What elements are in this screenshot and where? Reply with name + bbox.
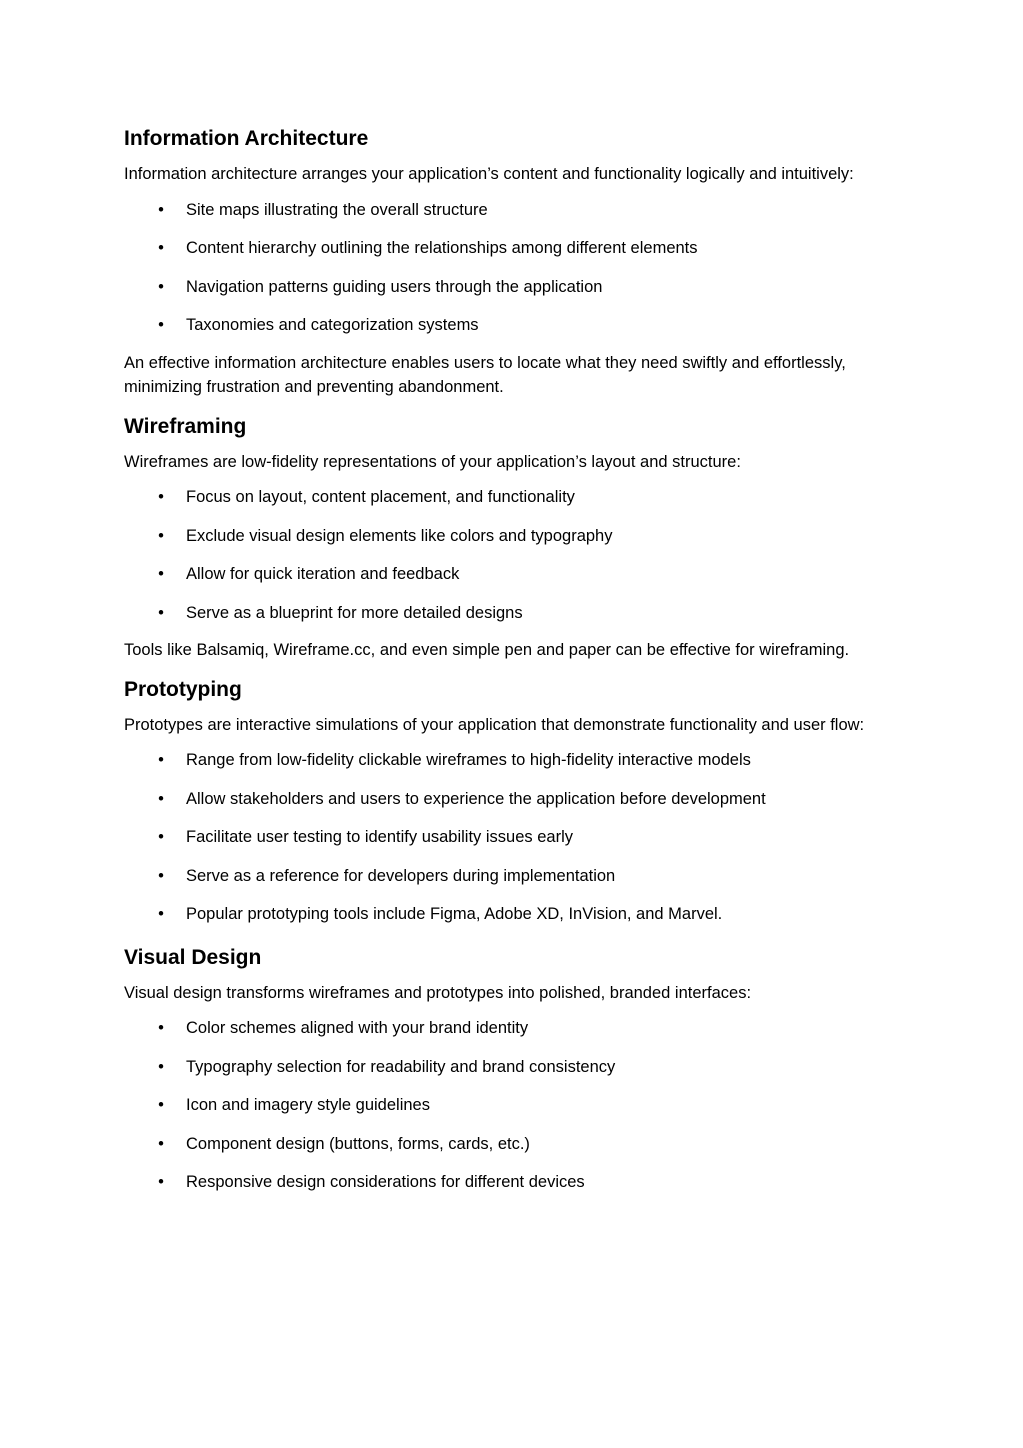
list-item-text: Icon and imagery style guidelines	[186, 1096, 430, 1114]
list-item	[124, 1132, 904, 1157]
bullet-icon: •	[158, 1019, 164, 1037]
list-item	[124, 562, 904, 587]
list-item	[124, 902, 904, 927]
section-intro: Information architecture arranges your application’s content and functionality logically and intuitively:	[124, 165, 854, 183]
list-item	[124, 601, 904, 626]
bullet-icon: •	[158, 200, 164, 219]
section-outro: An effective information architecture enables users to locate what they need swiftly and effortlessly, minimizing frustration and preventing abandonment.	[124, 353, 846, 396]
list-item	[124, 313, 904, 338]
list-item-text: Focus on layout, content placement, and functionality	[186, 488, 575, 506]
bullet-icon: •	[158, 866, 164, 885]
list-item	[124, 485, 904, 510]
list-item-text: Responsive design considerations for different devices	[186, 1173, 585, 1191]
list-item-text: Serve as a blueprint for more detailed designs	[186, 603, 523, 622]
section-prototyping	[124, 673, 904, 927]
section-heading: Visual Design	[124, 945, 262, 969]
list-item-text: Exclude visual design elements like colors and typography	[186, 526, 613, 545]
list-item-text: Allow for quick iteration and feedback	[186, 565, 460, 583]
list-item-text: Serve as a reference for developers during implementation	[186, 866, 616, 885]
section-wireframing	[124, 410, 904, 663]
list-item	[124, 198, 904, 223]
bullet-list	[124, 485, 904, 625]
section-intro: Prototypes are interactive simulations of your application that demonstrate functionality and user flow:	[124, 715, 865, 734]
bullet-icon: •	[158, 277, 164, 296]
bullet-icon: •	[158, 526, 164, 545]
list-item	[124, 524, 904, 549]
bullet-icon: •	[158, 603, 164, 622]
list-item-text: Content hierarchy outlining the relationships among different elements	[186, 239, 698, 257]
section-heading: Information Architecture	[124, 127, 369, 150]
section-intro: Wireframes are low-fidelity representations of your application’s layout and structure:	[124, 452, 741, 471]
list-item	[124, 1055, 904, 1080]
bullet-icon: •	[158, 1057, 164, 1076]
bullet-icon: •	[158, 1173, 164, 1191]
section-heading: Wireframing	[124, 414, 247, 438]
section-information-architecture	[124, 122, 904, 400]
document-body	[124, 122, 904, 1209]
section-heading: Prototyping	[124, 677, 242, 701]
list-item-text: Allow stakeholders and users to experience the application before development	[186, 789, 766, 808]
bullet-list	[124, 1016, 904, 1195]
list-item	[124, 787, 904, 812]
bullet-icon: •	[158, 316, 164, 334]
list-item	[124, 1016, 904, 1041]
list-item	[124, 748, 904, 773]
bullet-icon: •	[158, 565, 164, 583]
list-item-text: Navigation patterns guiding users through the application	[186, 277, 603, 296]
bullet-icon: •	[158, 828, 164, 846]
list-item-text: Typography selection for readability and brand consistency	[186, 1057, 616, 1076]
section-outro: Tools like Balsamiq, Wireframe.cc, and even simple pen and paper can be effective for wireframing.	[124, 641, 850, 659]
bullet-icon: •	[158, 1096, 164, 1114]
bullet-icon: •	[158, 1134, 164, 1153]
bullet-icon: •	[158, 751, 164, 769]
list-item	[124, 864, 904, 889]
bullet-list	[124, 198, 904, 338]
list-item-text: Popular prototyping tools include Figma, Adobe XD, InVision, and Marvel.	[186, 905, 723, 923]
bullet-list	[124, 748, 904, 927]
list-item-text: Facilitate user testing to identify usability issues early	[186, 828, 574, 846]
list-item-text: Component design (buttons, forms, cards, etc.)	[186, 1134, 530, 1153]
bullet-icon: •	[158, 905, 164, 923]
list-item-text: Taxonomies and categorization systems	[186, 316, 479, 334]
list-item	[124, 275, 904, 300]
list-item-text: Range from low-fidelity clickable wireframes to high-fidelity interactive models	[186, 751, 751, 769]
list-item	[124, 1170, 904, 1195]
section-intro: Visual design transforms wireframes and prototypes into polished, branded interfaces:	[124, 983, 752, 1002]
list-item-text: Site maps illustrating the overall structure	[186, 200, 488, 219]
section-visual-design	[124, 941, 904, 1195]
bullet-icon: •	[158, 789, 164, 808]
list-item	[124, 236, 904, 261]
list-item-text: Color schemes aligned with your brand identity	[186, 1019, 529, 1037]
bullet-icon: •	[158, 488, 164, 506]
list-item	[124, 1093, 904, 1118]
list-item	[124, 825, 904, 850]
bullet-icon: •	[158, 239, 164, 257]
